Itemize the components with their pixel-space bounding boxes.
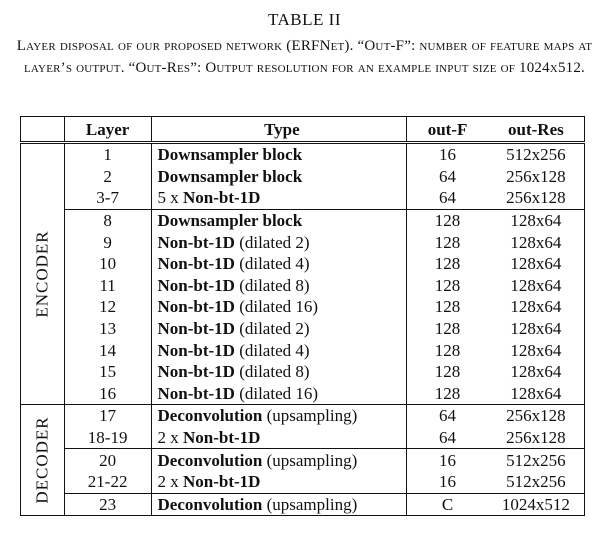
- out-res-cell: 1024x512: [488, 493, 585, 516]
- header-part: [21, 117, 65, 143]
- table-row: [21, 143, 585, 166]
- type-cell: [151, 253, 407, 275]
- out-res-cell: 512x256: [488, 143, 585, 166]
- out-f-cell: 16: [407, 449, 488, 471]
- type-name: Non-bt-1D: [157, 254, 235, 274]
- type-note: (dilated 4): [234, 340, 310, 360]
- type-cell: [151, 143, 407, 166]
- out-res-cell: 512x256: [488, 449, 585, 471]
- type-note: (dilated 8): [234, 275, 310, 295]
- table-row: [21, 471, 585, 493]
- out-f-cell: C: [407, 493, 488, 516]
- type-cell: [151, 449, 407, 471]
- out-f-cell: 128: [434, 362, 461, 382]
- out-f-cell: 128: [434, 275, 461, 295]
- layer-cell: 17: [64, 405, 151, 427]
- layer-cell: 20: [64, 449, 151, 471]
- out-f-cell: 64: [439, 166, 457, 186]
- out-res-cell: 128x64: [488, 383, 585, 405]
- out-res-cell: 256x128: [488, 427, 585, 449]
- table-row: [21, 339, 585, 361]
- header-layer: Layer: [64, 117, 151, 143]
- type-name: Non-bt-1D: [183, 188, 261, 208]
- type-note: (dilated 4): [234, 254, 310, 274]
- type-name: Non-bt-1D: [157, 232, 235, 252]
- out-f-cell: 128: [407, 209, 488, 231]
- table-row: [21, 427, 585, 449]
- out-res-cell: 128x64: [488, 231, 585, 253]
- table-row: [21, 493, 585, 516]
- table-row: [21, 405, 585, 427]
- layer-cell: 10: [64, 253, 151, 275]
- type-cell: [151, 427, 407, 449]
- out-f-cell: 128: [434, 297, 461, 317]
- out-f-cell: 64: [439, 428, 457, 448]
- type-note: (dilated 16): [234, 383, 319, 403]
- type-cell: [151, 383, 407, 405]
- out-res-cell: 128x64: [488, 296, 585, 318]
- type-note: (upsampling): [262, 494, 358, 514]
- table-row: [21, 318, 585, 340]
- header-out-res: out-Res: [488, 117, 585, 143]
- out-res-cell: 128x64: [488, 209, 585, 231]
- out-res-cell: 512x256: [488, 471, 585, 493]
- type-name: Non-bt-1D: [157, 297, 235, 317]
- encoder-section-label: ENCODER: [32, 230, 52, 318]
- layer-cell: 15: [64, 361, 151, 383]
- section-cell: [21, 405, 65, 516]
- type-name: Non-bt-1D: [157, 383, 235, 403]
- layer-cell: 12: [64, 296, 151, 318]
- type-name: Deconvolution: [157, 406, 263, 426]
- type-prefix: 2 x: [157, 428, 183, 448]
- layer-cell: 23: [64, 493, 151, 516]
- out-f-cell: 128: [434, 340, 461, 360]
- layer-cell: 3-7: [64, 187, 151, 209]
- type-prefix: 5 x: [157, 188, 183, 208]
- type-note: (dilated 16): [234, 297, 319, 317]
- type-cell: [151, 471, 407, 493]
- type-name: Non-bt-1D: [157, 362, 235, 382]
- type-cell: [151, 231, 407, 253]
- type-note: (dilated 2): [234, 319, 310, 339]
- decoder-section-label: DECODER: [32, 416, 52, 504]
- out-f-cell: 64: [407, 405, 488, 427]
- out-res-cell: 128x64: [488, 361, 585, 383]
- type-name: Non-bt-1D: [157, 340, 235, 360]
- table-row: [21, 231, 585, 253]
- type-name: Non-bt-1D: [157, 319, 235, 339]
- type-cell: [151, 318, 407, 340]
- type-name: Downsampler block: [157, 211, 303, 231]
- out-res-cell: 256x128: [488, 166, 585, 188]
- type-name: Non-bt-1D: [157, 275, 235, 295]
- table-row: [21, 449, 585, 471]
- out-res-cell: 128x64: [488, 318, 585, 340]
- table-row: [21, 166, 585, 188]
- layer-cell: 9: [64, 231, 151, 253]
- table-row: [21, 209, 585, 231]
- type-cell: [151, 361, 407, 383]
- out-f-cell: 128: [434, 319, 461, 339]
- type-cell: [151, 405, 407, 427]
- type-cell: [151, 209, 407, 231]
- section-cell: [21, 143, 65, 405]
- table-row: [21, 275, 585, 297]
- table-row: [21, 253, 585, 275]
- layer-cell: 18-19: [64, 427, 151, 449]
- table-caption: Layer disposal of our proposed network (ERFNet). “Out-F”: number of feature maps at layer’s output. “Out-Res”: Output resolution for an example input size of 1024x512.: [16, 38, 593, 76]
- header-row: [21, 117, 585, 143]
- table-row: [21, 361, 585, 383]
- type-name: Downsampler block: [157, 166, 303, 186]
- out-res-cell: 256x128: [488, 187, 585, 209]
- out-f-cell: 128: [434, 254, 461, 274]
- layer-cell: 1: [64, 143, 151, 166]
- layer-cell: 13: [64, 318, 151, 340]
- out-f-cell: 64: [439, 188, 457, 208]
- header-out-f: out-F: [407, 117, 488, 143]
- type-note: (dilated 8): [234, 362, 310, 382]
- out-f-cell: 16: [439, 472, 457, 492]
- out-f-cell: 128: [434, 232, 461, 252]
- table-row: [21, 296, 585, 318]
- type-name: Deconvolution: [157, 494, 263, 514]
- type-note: (dilated 2): [234, 232, 310, 252]
- type-name: Non-bt-1D: [183, 428, 261, 448]
- table-row: [21, 383, 585, 405]
- type-cell: [151, 493, 407, 516]
- type-cell: [151, 187, 407, 209]
- layer-cell: 8: [64, 209, 151, 231]
- table-row: [21, 187, 585, 209]
- type-cell: [151, 166, 407, 188]
- type-name: Non-bt-1D: [183, 472, 261, 492]
- type-note: (upsampling): [262, 450, 358, 470]
- layer-table: [20, 116, 585, 516]
- type-name: Downsampler block: [157, 145, 303, 165]
- type-cell: [151, 296, 407, 318]
- layer-cell: 14: [64, 339, 151, 361]
- layer-cell: 21-22: [64, 471, 151, 493]
- layer-cell: 2: [64, 166, 151, 188]
- out-res-cell: 128x64: [488, 339, 585, 361]
- type-name: Deconvolution: [157, 450, 263, 470]
- out-res-cell: 256x128: [488, 405, 585, 427]
- table-body: [21, 143, 585, 516]
- layer-cell: 11: [64, 275, 151, 297]
- out-res-cell: 128x64: [488, 275, 585, 297]
- type-note: (upsampling): [262, 406, 358, 426]
- type-cell: [151, 275, 407, 297]
- out-res-cell: 128x64: [488, 253, 585, 275]
- type-prefix: 2 x: [157, 472, 183, 492]
- type-cell: [151, 339, 407, 361]
- table-label: TABLE II: [268, 10, 341, 29]
- out-f-cell: 16: [407, 143, 488, 166]
- layer-cell: 16: [64, 383, 151, 405]
- out-f-cell: 128: [434, 383, 461, 403]
- header-type: Type: [151, 117, 407, 143]
